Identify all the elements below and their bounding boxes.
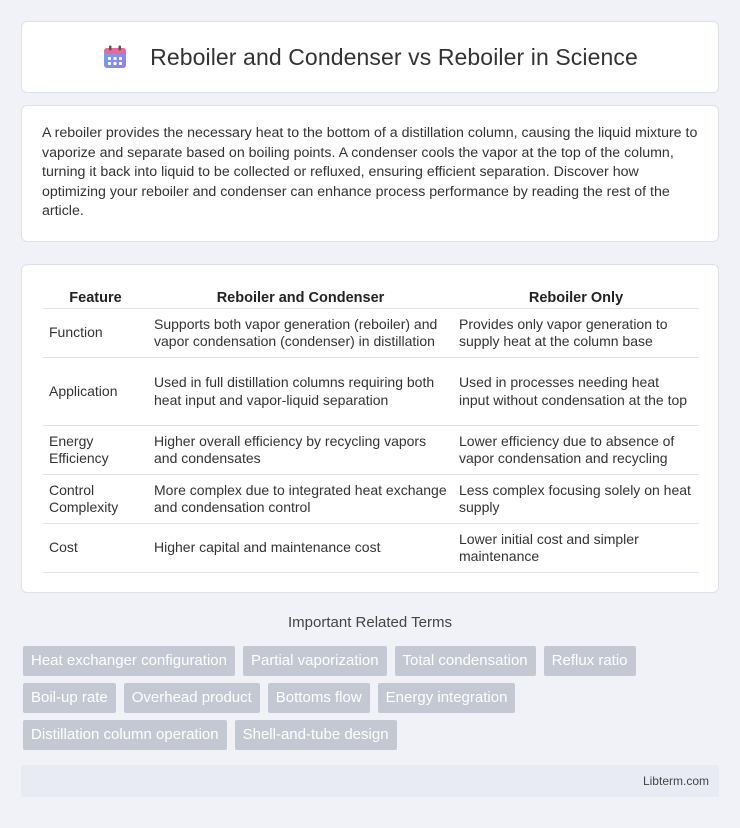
tag-distillation-column-operation[interactable]: Distillation column operation bbox=[23, 720, 227, 750]
intro-card bbox=[21, 105, 719, 242]
footer bbox=[21, 765, 719, 797]
table-row bbox=[43, 309, 699, 358]
calendar-icon bbox=[102, 44, 128, 70]
related-terms-title: Important Related Terms bbox=[288, 614, 452, 631]
tag-reflux-ratio[interactable]: Reflux ratio bbox=[544, 646, 636, 676]
tag-boil-up-rate[interactable]: Boil-up rate bbox=[23, 683, 116, 713]
table-header-row bbox=[43, 285, 699, 309]
column-header-reboiler-and-condenser: Reboiler and Condenser bbox=[148, 285, 453, 309]
table-row bbox=[43, 475, 699, 524]
header-card bbox=[21, 21, 719, 93]
tag-total-condensation[interactable]: Total condensation bbox=[395, 646, 536, 676]
comparison-table bbox=[43, 285, 699, 573]
row-feature: Energy Efficiency bbox=[43, 426, 148, 475]
tag-overhead-product[interactable]: Overhead product bbox=[124, 683, 260, 713]
tag-shell-and-tube-design[interactable]: Shell-and-tube design bbox=[235, 720, 397, 750]
tag-partial-vaporization[interactable]: Partial vaporization bbox=[243, 646, 387, 676]
row-feature: Application bbox=[43, 358, 148, 426]
table-row bbox=[43, 358, 699, 426]
row-feature: Function bbox=[43, 309, 148, 358]
comparison-card bbox=[21, 264, 719, 593]
footer-brand-link[interactable]: Libterm.com bbox=[642, 774, 709, 788]
row-reboiler-and-condenser: Higher overall efficiency by recycling vapors and condensates bbox=[148, 426, 453, 475]
column-header-reboiler-only: Reboiler Only bbox=[453, 285, 699, 309]
column-header-feature: Feature bbox=[43, 285, 148, 309]
related-terms-list bbox=[23, 646, 723, 750]
row-reboiler-and-condenser: Supports both vapor generation (reboiler) and vapor condensation (condenser) in distillation bbox=[148, 309, 453, 358]
row-reboiler-and-condenser: More complex due to integrated heat exchange and condensation control bbox=[148, 475, 453, 524]
tag-bottoms-flow[interactable]: Bottoms flow bbox=[268, 683, 370, 713]
table-row bbox=[43, 524, 699, 573]
row-reboiler-only: Provides only vapor generation to supply heat at the column base bbox=[453, 309, 699, 358]
tag-heat-exchanger-configuration[interactable]: Heat exchanger configuration bbox=[23, 646, 235, 676]
row-reboiler-only: Used in processes needing heat input without condensation at the top bbox=[453, 358, 699, 426]
tag-energy-integration[interactable]: Energy integration bbox=[378, 683, 516, 713]
row-feature: Cost bbox=[43, 524, 148, 573]
row-reboiler-only: Lower initial cost and simpler maintenance bbox=[453, 524, 699, 573]
row-feature: Control Complexity bbox=[43, 475, 148, 524]
row-reboiler-and-condenser: Higher capital and maintenance cost bbox=[148, 524, 453, 573]
table-row bbox=[43, 426, 699, 475]
row-reboiler-only: Lower efficiency due to absence of vapor condensation and recycling bbox=[453, 426, 699, 475]
row-reboiler-only: Less complex focusing solely on heat supply bbox=[453, 475, 699, 524]
row-reboiler-and-condenser: Used in full distillation columns requiring both heat input and vapor-liquid separation bbox=[148, 358, 453, 426]
page-title: Reboiler and Condenser vs Reboiler in Science bbox=[150, 43, 638, 70]
intro-text: A reboiler provides the necessary heat to the bottom of a distillation column, causing the liquid mixture to vaporize and separate based on boiling points. A condenser cools the vapor at the top of the column, turning it back into liquid to be collected or refluxed, ensuring efficient separation. Discover how optimizing your reboiler and condenser can enhance process performance by reading the rest of the article. bbox=[42, 125, 698, 220]
